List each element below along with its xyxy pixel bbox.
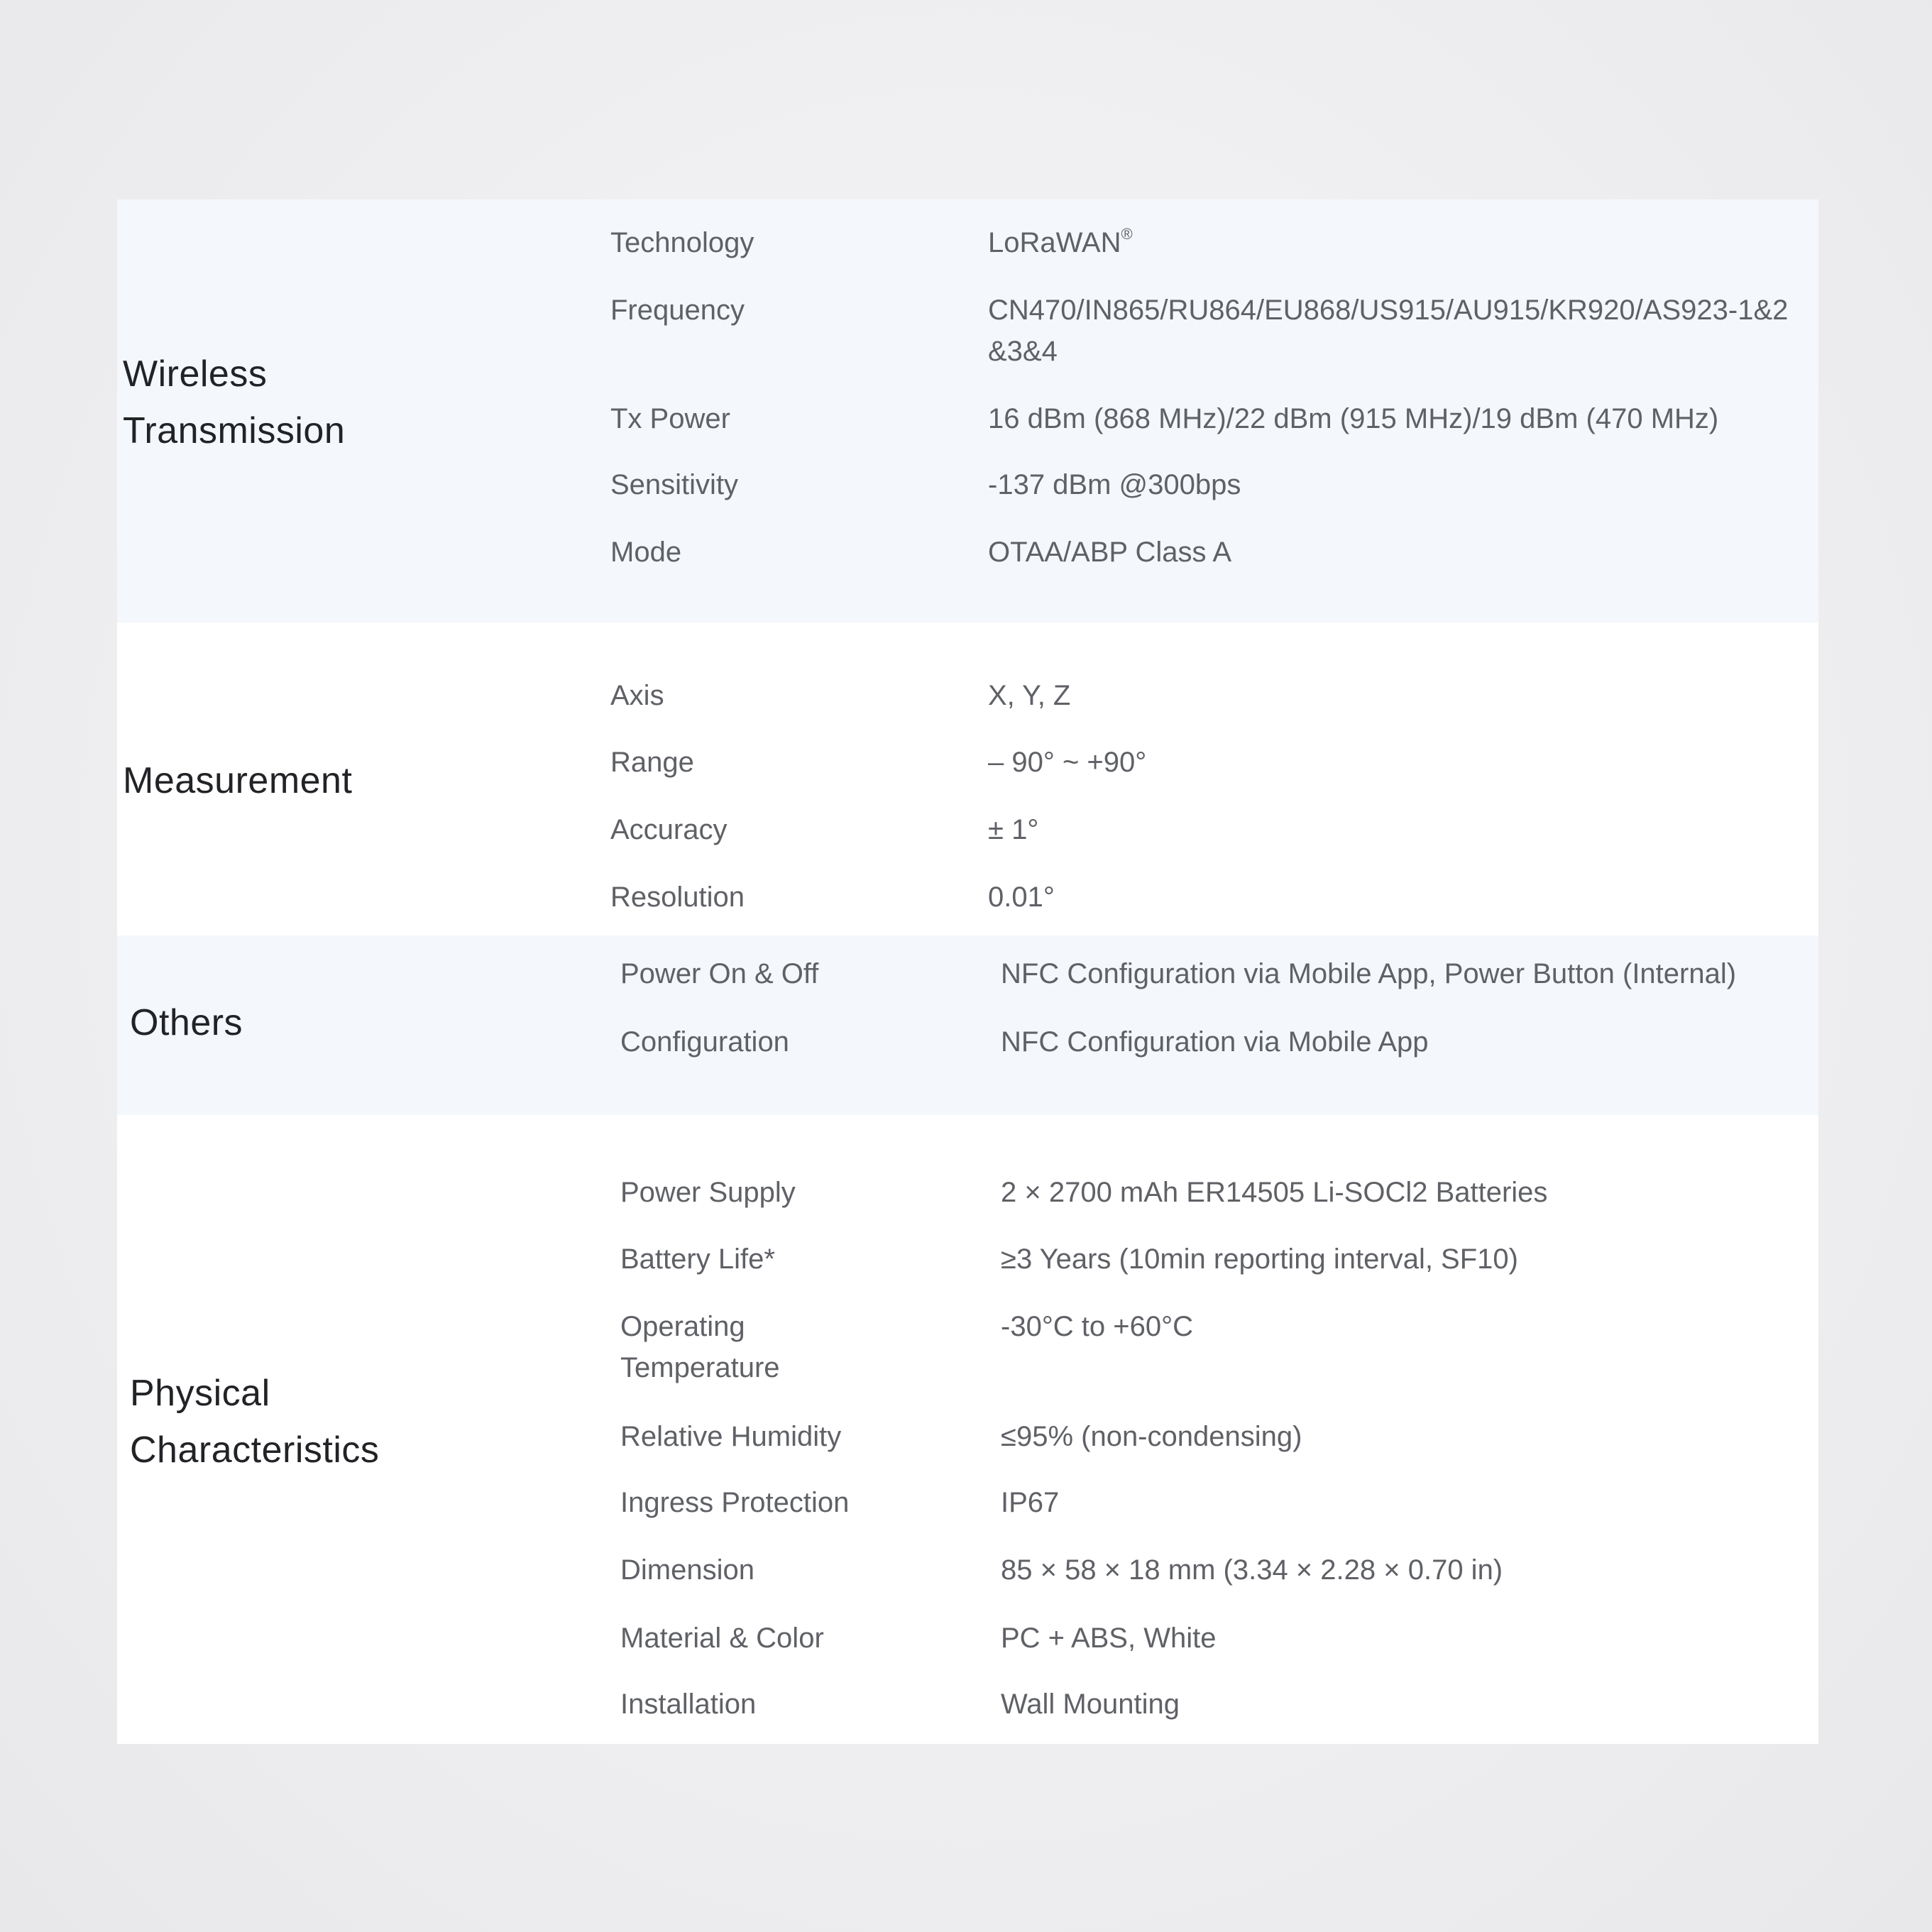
spec-value: LoRaWAN®	[988, 225, 1133, 258]
heading-line: Measurement	[123, 760, 353, 801]
spec-label: Ingress Protection	[620, 1487, 850, 1518]
spec-label: Sensitivity	[610, 469, 739, 500]
spec-value: 85 × 58 × 18 mm (3.34 × 2.28 × 0.70 in)	[1001, 1554, 1503, 1586]
spec-label: Power Supply	[620, 1177, 796, 1208]
spec-label: Mode	[610, 537, 682, 568]
spec-value: 16 dBm (868 MHz)/22 dBm (915 MHz)/19 dBm (470 MHz)	[988, 403, 1719, 434]
spec-label: Frequency	[610, 295, 745, 326]
spec-value: ± 1°	[988, 814, 1039, 845]
heading-line: Characteristics	[130, 1429, 380, 1471]
spec-value: 0.01°	[988, 882, 1055, 913]
section-heading	[130, 1365, 379, 1478]
spec-value: Wall Mounting	[1001, 1689, 1180, 1720]
spec-label: Range	[610, 747, 694, 778]
spec-value: NFC Configuration via Mobile App	[1001, 1026, 1429, 1058]
section-heading	[130, 994, 243, 1051]
spec-value: – 90° ~ +90°	[988, 747, 1147, 778]
spec-label: Material & Color	[620, 1623, 824, 1654]
section-measurement	[117, 622, 1818, 935]
spec-label: Tx Power	[610, 403, 730, 434]
spec-label: Installation	[620, 1689, 757, 1720]
spec-label: Power On & Off	[620, 958, 819, 989]
spec-value: X, Y, Z	[988, 680, 1071, 711]
spec-label: Technology	[610, 227, 754, 258]
section-heading	[123, 346, 345, 459]
spec-label: Axis	[610, 680, 664, 711]
spec-value: NFC Configuration via Mobile App, Power Button (Internal)	[1001, 958, 1737, 989]
heading-line: Others	[130, 1002, 243, 1043]
spec-label: Relative Humidity	[620, 1421, 842, 1452]
spec-label: Battery Life*	[620, 1244, 775, 1275]
heading-line: Wireless	[123, 353, 268, 395]
section-wireless-transmission	[117, 199, 1818, 622]
spec-value: -30°C to +60°C	[1001, 1311, 1194, 1342]
heading-line: Transmission	[123, 410, 346, 451]
spec-value: OTAA/ABP Class A	[988, 537, 1232, 568]
section-heading	[123, 752, 352, 809]
spec-value: ≥3 Years (10min reporting interval, SF10)	[1001, 1244, 1518, 1275]
spec-label: Dimension	[620, 1554, 754, 1586]
spec-value: CN470/IN865/RU864/EU868/US915/AU915/KR920/AS923-1&2&3&4	[988, 295, 1789, 367]
section-others	[117, 935, 1818, 1115]
spec-value: IP67	[1001, 1487, 1060, 1518]
spec-label: Resolution	[610, 882, 745, 913]
registered-mark: ®	[1121, 225, 1133, 243]
spec-value: -137 dBm @300bps	[988, 469, 1241, 500]
spec-value: PC + ABS, White	[1001, 1623, 1217, 1654]
spec-label: Accuracy	[610, 814, 728, 845]
spec-label: Configuration	[620, 1026, 789, 1058]
spec-table	[117, 199, 1818, 1744]
section-physical-characteristics	[117, 1115, 1818, 1744]
spec-label: Operating Temperature	[620, 1311, 780, 1383]
heading-line: Physical	[130, 1373, 270, 1414]
spec-value: 2 × 2700 mAh ER14505 Li-SOCl2 Batteries	[1001, 1177, 1548, 1208]
spec-value: ≤95% (non-condensing)	[1001, 1421, 1302, 1452]
